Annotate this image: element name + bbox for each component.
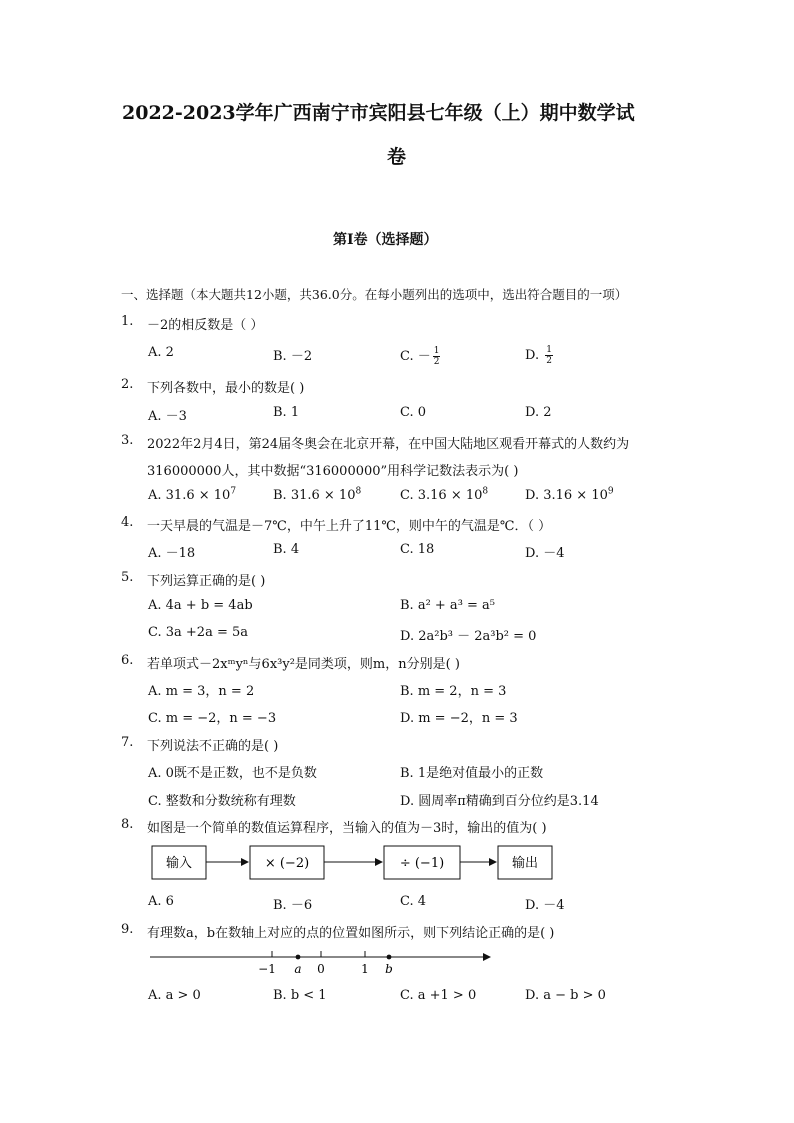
question-number: 5. <box>121 570 134 585</box>
option-c: C. 4 <box>400 894 427 909</box>
question-number: 2. <box>121 377 134 392</box>
option-d: D. $\frac{1}{2}$ <box>525 345 552 366</box>
output-label: 输出 <box>511 856 539 871</box>
option-b: B. 1 <box>273 405 300 420</box>
option-b: B. m = 2，n = 3 <box>400 684 507 699</box>
question-text: 下列说法不正确的是( ) <box>147 739 279 754</box>
option-a: A. 0既不是正数，也不是负数 <box>148 766 317 781</box>
point-a <box>296 955 301 960</box>
question-text: 如图是一个简单的数值运算程序，当输入的值为－3时，输出的值为( ) <box>147 821 547 836</box>
option-d: D. 圆周率π精确到百分位约是3.14 <box>400 794 599 809</box>
question-text: 一天早晨的气温是－7℃，中午上升了11℃，则中午的气温是℃．（ ） <box>147 519 552 534</box>
option-b: B. 4 <box>273 542 300 557</box>
option-b: B. 1是绝对值最小的正数 <box>400 766 544 781</box>
question-text-continued: 316000000人，其中数据“316000000”用科学记数法表示为( ) <box>147 464 519 479</box>
point-label-b: b <box>385 962 393 976</box>
tick-label-minus-one: −1 <box>258 962 276 976</box>
option-a: A. 2 <box>148 345 174 360</box>
question-number: 4. <box>121 515 134 530</box>
option-c: C. 整数和分数统称有理数 <box>148 794 296 809</box>
option-d: D. 2a²b³ － 2a³b² = 0 <box>400 629 537 644</box>
question-text: 若单项式－2xᵐyⁿ与6x³y²是同类项，则m，n分别是( ) <box>147 657 460 672</box>
option-a: A. 6 <box>148 894 174 909</box>
option-b: B. －2 <box>273 349 313 364</box>
option-d: D. －4 <box>525 898 565 913</box>
option-b: B. $31.6 \times 10^8$ <box>273 486 362 503</box>
option-c: C. 18 <box>400 542 435 557</box>
point-label-a: a <box>294 962 302 976</box>
option-b: B. －6 <box>273 898 313 913</box>
page-title-continued: 卷 <box>387 146 407 168</box>
question-number: 3. <box>121 433 134 448</box>
option-b: B. b < 1 <box>273 988 327 1003</box>
question-number: 9. <box>121 922 134 937</box>
question-text: 下列各数中，最小的数是( ) <box>147 381 305 396</box>
question-text: －2的相反数是（ ） <box>147 318 264 333</box>
option-d: D. $3.16 \times 10^9$ <box>525 486 614 503</box>
option-d: D. 2 <box>525 405 552 420</box>
page-title: 2022-2023学年广西南宁市宾阳县七年级（上）期中数学试 <box>122 102 635 124</box>
question-text: 有理数a，b在数轴上对应的点的位置如图所示，则下列结论正确的是( ) <box>147 926 555 941</box>
question-text: 下列运算正确的是( ) <box>147 574 266 589</box>
option-a: A. $31.6 \times 10^7$ <box>148 486 237 503</box>
option-d: D. a − b > 0 <box>525 988 606 1003</box>
divide-label: ÷ (−1) <box>399 856 445 871</box>
question-number: 8. <box>121 817 134 832</box>
flowchart-diagram <box>140 838 560 888</box>
option-c: C. $3.16 \times 10^8$ <box>400 486 489 503</box>
option-c: C. 3a +2a = 5a <box>148 625 248 640</box>
option-d: D. －4 <box>525 546 565 561</box>
section-heading: 一、选择题（本大题共12小题，共36.0分。在每小题列出的选项中，选出符合题目的一项） <box>121 287 628 302</box>
multiply-label: × (−2) <box>264 856 310 871</box>
option-b: B. a² + a³ = a⁵ <box>400 598 496 613</box>
input-label: 输入 <box>165 856 193 871</box>
option-a: A. －18 <box>148 546 196 561</box>
question-text: 2022年2月4日，第24届冬奥会在北京开幕，在中国大陆地区观看开幕式的人数约为 <box>147 437 630 452</box>
option-d: D. m = −2，n = 3 <box>400 711 518 726</box>
option-a: A. 4a + b = 4ab <box>148 598 253 613</box>
fraction: $\frac{1}{2}$ <box>546 345 552 366</box>
option-c: C. a +1 > 0 <box>400 988 477 1003</box>
point-b <box>387 955 392 960</box>
option-a: A. a > 0 <box>148 988 201 1003</box>
fraction: $\frac{1}{2}$ <box>433 346 440 367</box>
number-line-diagram <box>145 946 505 978</box>
option-c: C. m = −2，n = −3 <box>148 711 277 726</box>
question-number: 1. <box>121 314 134 329</box>
tick-label-one: 1 <box>361 962 369 976</box>
option-c: C. 0 <box>400 405 427 420</box>
part-title: 第I卷（选择题） <box>333 232 438 248</box>
option-a: A. －3 <box>148 409 187 424</box>
option-a: A. m = 3，n = 2 <box>148 684 255 699</box>
tick-label-zero: 0 <box>317 962 325 976</box>
question-number: 6. <box>121 653 134 668</box>
question-number: 7. <box>121 735 134 750</box>
option-c: C. － $\frac{1}{2}$ <box>400 346 440 367</box>
